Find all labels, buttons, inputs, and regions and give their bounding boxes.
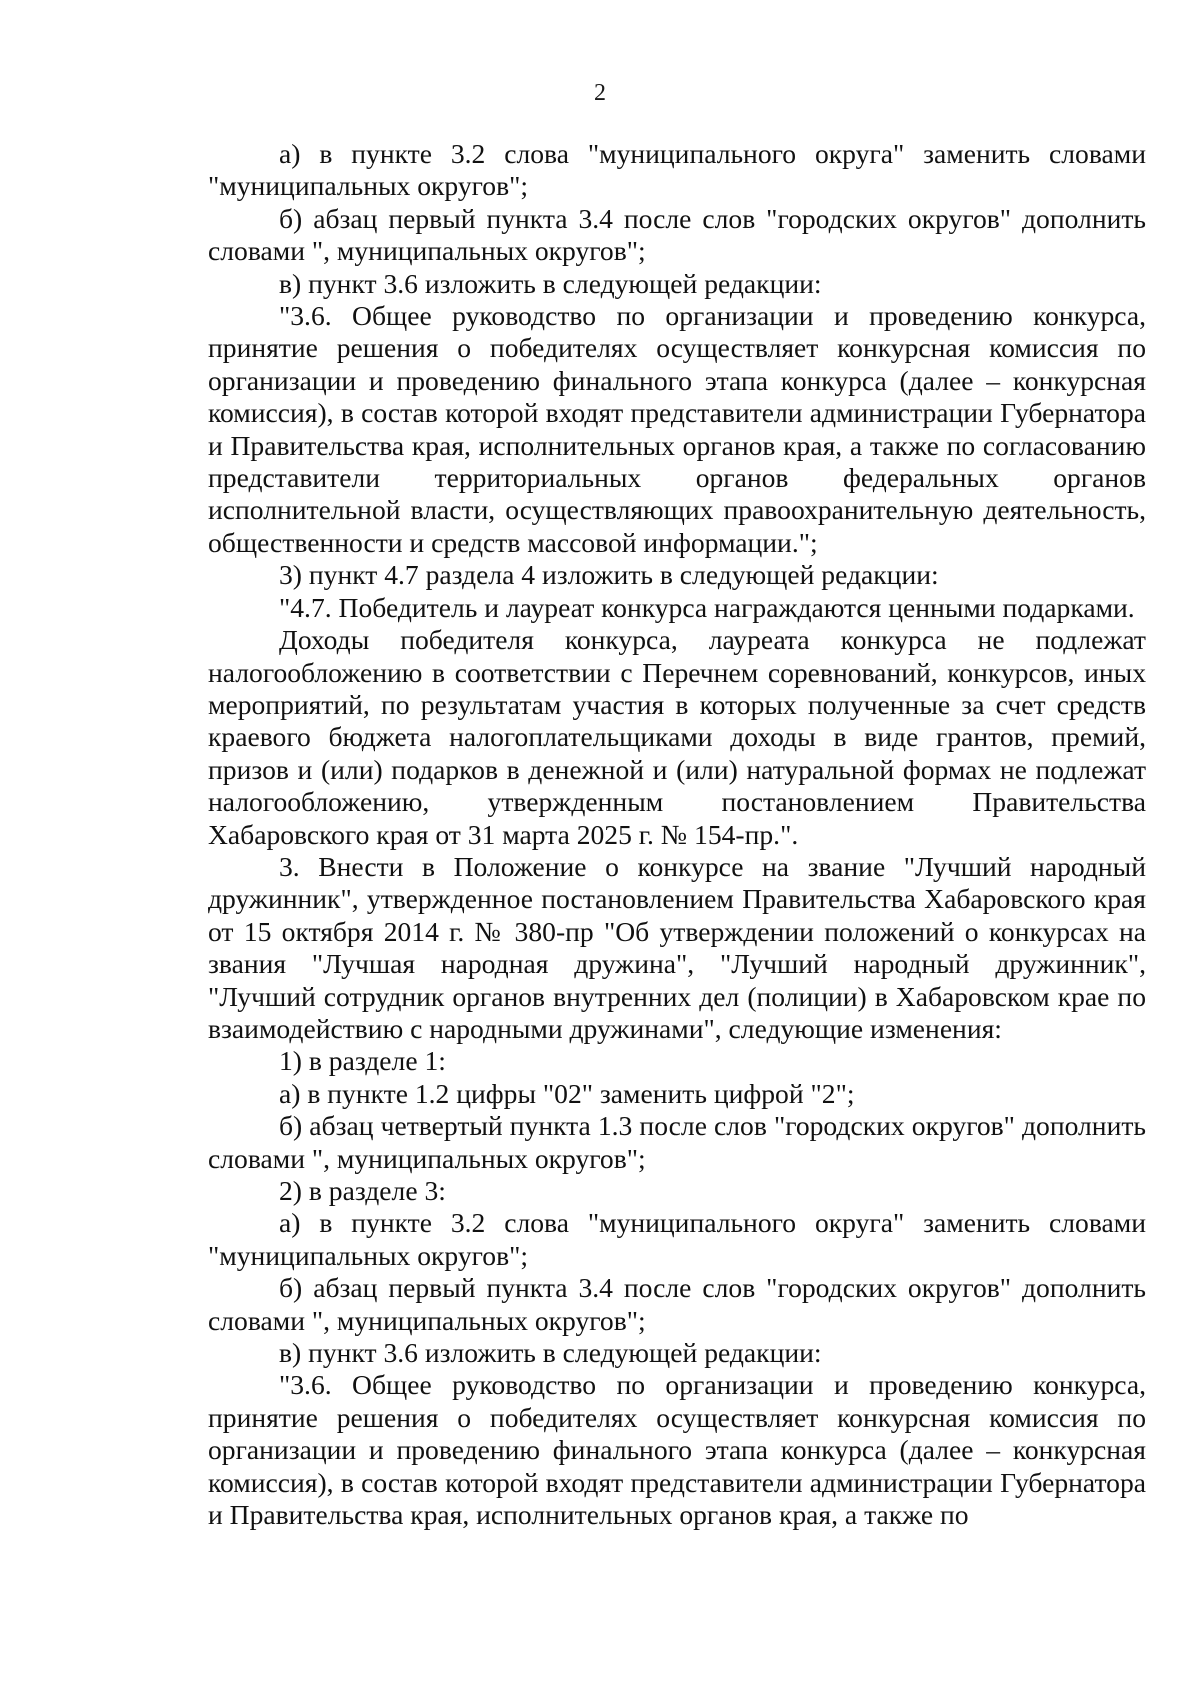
paragraph: 1) в разделе 1: [279, 1045, 446, 1077]
paragraph: б) абзац четвертый пункта 1.3 после слов "городских округов" дополнить словами ", муниципальных округов"; [208, 1110, 1146, 1174]
paragraph: "4.7. Победитель и лауреат конкурса награждаются ценными подарками. [279, 591, 1135, 623]
paragraph: в) пункт 3.6 изложить в следующей редакции: [279, 267, 822, 299]
paragraph: б) абзац первый пункта 3.4 после слов "городских округов" дополнить словами ", муниципальных округов"; [208, 202, 1146, 267]
paragraph: 3. Внести в Положение о конкурсе на звание "Лучший народный дружинник", утвержденное постановлением Правительства Хабаровского края от 15 октября 2014 г. № 380-пр "Об утверждении положений о конкурсах на звания "Лучшая народная дружина", "Лучший народный дружинник", "Лучший сотрудник органов внутренних дел (полиции) в Хабаровском крае по взаимодействию с народными дружинами", следующие изменения: [208, 850, 1146, 1044]
paragraph: Доходы победителя конкурса, лауреата конкурса не подлежат налогообложению в соответствии с Перечнем соревнований, конкурсов, иных мероприятий, по результатам участия в которых полученные за счет средств краевого бюджета налогоплательщиками доходы в виде грантов, премий, призов и (или) подарков в денежной и (или) натуральной формах не подлежат налогообложению, утвержденным постановлением Правительства Хабаровского края от 31 марта 2025 г. № 154-пр.". [208, 624, 1146, 850]
paragraph: а) в пункте 3.2 слова "муниципального округа" заменить словами "муниципальных округов"; [208, 138, 1146, 202]
paragraph: а) в пункте 1.2 цифры "02" заменить цифрой "2"; [279, 1077, 855, 1109]
paragraph: 2) в разделе 3: [279, 1175, 446, 1206]
paragraph: в) пункт 3.6 изложить в следующей редакции: [279, 1337, 822, 1369]
paragraph: "3.6. Общее руководство по организации и проведению конкурса, принятие решения о победителях осуществляет конкурсная комиссия по организации и проведению финального этапа конкурса (далее – конкурсная комиссия), в состав которой входят представители администрации Губернатора и Правительства края, исполнительных органов края, а также по [208, 1369, 1146, 1531]
paragraph: "3.6. Общее руководство по организации и проведению конкурса, принятие решения о победителях осуществляет конкурсная комиссия по организации и проведению финального этапа конкурса (далее – конкурсная комиссия), в состав которой входят представители администрации Губернатора и Правительства края, исполнительных органов края, а также по согласованию представители территориальных органов федеральных органов исполнительной власти, осуществляющих правоохранительную деятельность, общественности и средств массовой информации."; [208, 300, 1146, 558]
paragraph: а) в пункте 3.2 слова "муниципального округа" заменить словами "муниципальных округов"; [208, 1207, 1146, 1271]
document-body [208, 138, 1146, 1531]
page-number: 2 [594, 80, 606, 106]
paragraph: 3) пункт 4.7 раздела 4 изложить в следующей редакции: [279, 559, 939, 591]
paragraph: б) абзац первый пункта 3.4 после слов "городских округов" дополнить словами ", муниципальных округов"; [208, 1272, 1146, 1336]
